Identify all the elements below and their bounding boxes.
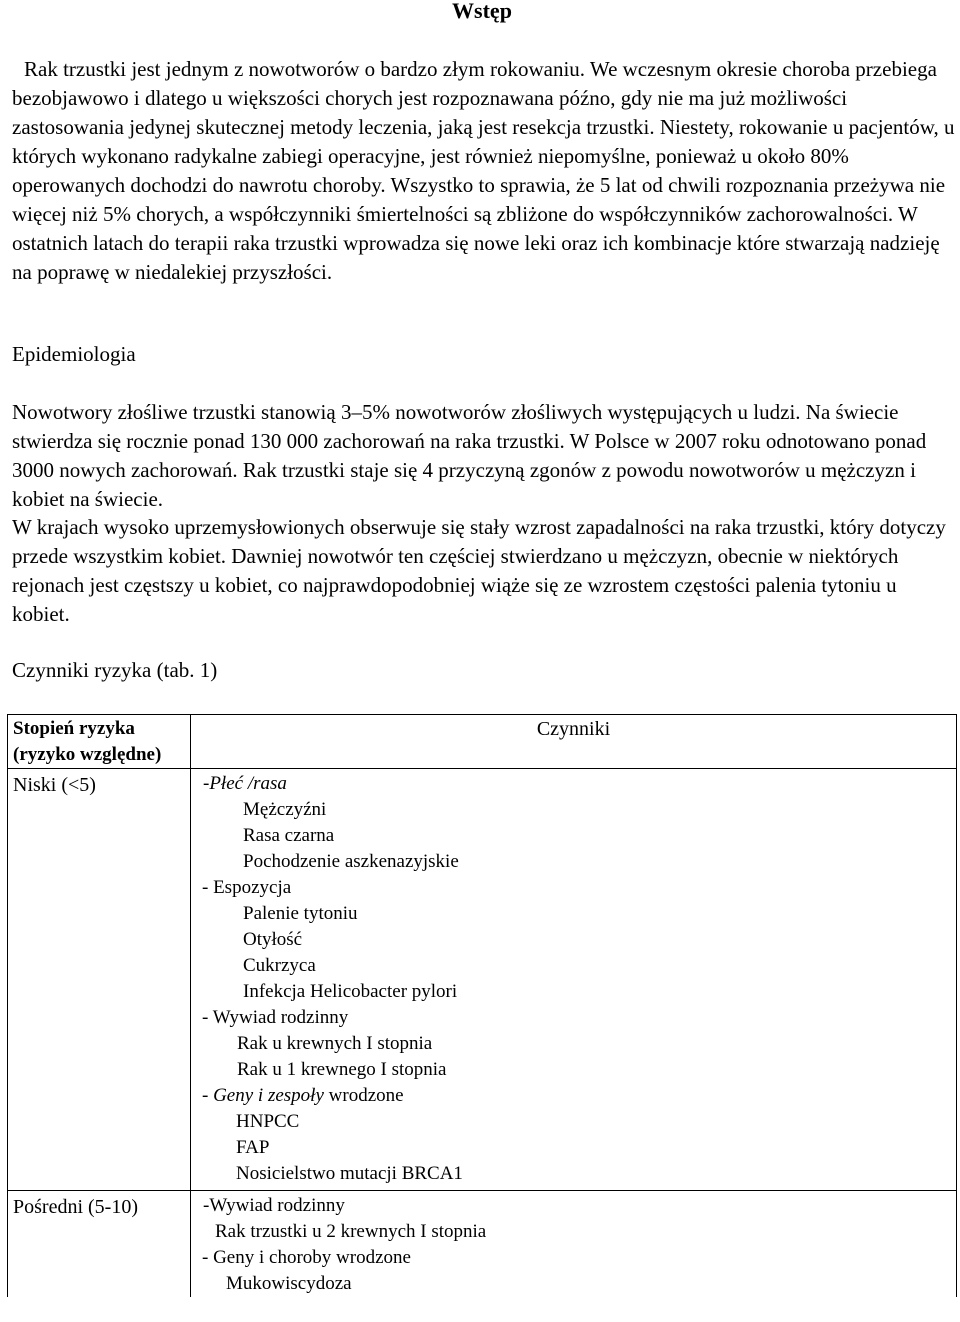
risk-level-header: Stopień ryzyka (ryzyko względne) [8, 715, 191, 769]
table-row-intermediate-risk [8, 1191, 957, 1298]
factor-item: Nosicielstwo mutacji BRCA1 [236, 1163, 463, 1184]
factor-group-family-history: - Wywiad rodzinny [202, 1007, 349, 1028]
epidemiology-paragraph-1: Nowotwory złośliwe trzustki stanowią 3–5% nowotworów złośliwych występujących u ludzi. Na świecie stwierdza się rocznie ponad 130 000 zachorowań na raka trzustki. W Polsce w 2007 roku odnotowano ponad 3000 nowych zachorowań. Rak trzustki staje się 4 przyczyną zgonów z powodu nowotworów u mężczyzn i kobiet na świecie. [12, 400, 927, 511]
factor-group-family-history: -Wywiad rodzinny [203, 1195, 345, 1216]
factor-item: Cukrzyca [243, 955, 316, 976]
factor-group-suffix: wrodzone [323, 1085, 404, 1106]
factor-group-exposure: - Espozycja [202, 877, 292, 898]
table-header-row [8, 715, 957, 769]
factor-item: Rak trzustki u 2 krewnych I stopnia [215, 1221, 487, 1242]
intro-paragraph [12, 55, 957, 287]
factor-item: Pochodzenie aszkenazyjskie [243, 851, 459, 872]
risk-level-intermediate: Pośredni (5-10) [8, 1191, 191, 1298]
factors-low-risk [191, 769, 957, 1191]
factor-item: Palenie tytoniu [243, 903, 358, 924]
factor-group-prefix: - [202, 1085, 214, 1106]
epidemiology-heading: Epidemiologia [12, 342, 136, 366]
factor-item: Otyłość [243, 929, 303, 950]
table-row-low-risk [8, 769, 957, 1191]
page-title: Wstęp [452, 0, 512, 23]
factors-header: Czynniki [191, 715, 957, 769]
factors-intermediate-risk [191, 1191, 957, 1298]
risk-factors-table [7, 714, 957, 1297]
intro-first-line: Rak trzustki jest jednym z nowotworów o bardzo złym rokowaniu. We wczesnym okresie [24, 57, 778, 81]
factor-group-sex-race: -Płeć /rasa [203, 773, 287, 794]
factor-item: Rak u 1 krewnego I stopnia [237, 1059, 447, 1080]
factor-group-italic: Geny i zespoły [213, 1085, 324, 1106]
factor-item: Mężczyźni [243, 799, 327, 820]
factor-item: Mukowiscydoza [226, 1273, 352, 1294]
risk-factors-heading: Czynniki ryzyka (tab. 1) [12, 658, 218, 682]
factor-group-genes-syndromes [191, 1083, 956, 1109]
factor-item: Infekcja Helicobacter pylori [243, 981, 458, 1002]
intro-text: choroba przebiega bezobjawowo i dlatego u większości chorych jest rozpoznawana późno, gdy nie ma już możliwości zastosowania jedynej skutecznej metody leczenia, jaką jest resekcja trzustki. Niestety, rokowanie u pacjentów, u których wykonano radykalne zabiegi operacyjne, jest również niepomyślne, ponieważ u około 80% operowanych dochodzi do nawrotu choroby. Wszystko to sprawia, że 5 lat od chwili rozpoznania przeżywa nie więcej niż 5% chorych, a współczynniki śmiertelności są zbliżone do współczynników zachorowalności. W ostatnich latach do terapii raka trzustki wprowadza się nowe leki oraz ich kombinacje które stwarzają nadzieję na poprawę w niedalekiej przyszłości. [12, 57, 955, 284]
factor-item: Rasa czarna [243, 825, 335, 846]
factor-item: Rak u krewnych I stopnia [237, 1033, 433, 1054]
epidemiology-paragraph-2: W krajach wysoko uprzemysłowionych obserwuje się stały wzrost zapadalności na raka trzustki, który dotyczy przede wszystkim kobiet. Dawniej nowotwór ten częściej stwierdzano u mężczyzn, obecnie w niektórych rejonach jest częstszy u kobiet, co najprawdopodobniej wiąże się ze wzrostem częstości palenia tytoniu u kobiet. [12, 515, 946, 626]
factor-item: HNPCC [236, 1111, 300, 1132]
factor-group-genes-diseases: - Geny i choroby wrodzone [202, 1247, 411, 1268]
risk-level-low: Niski (<5) [8, 769, 191, 1191]
factor-item: FAP [236, 1137, 270, 1158]
